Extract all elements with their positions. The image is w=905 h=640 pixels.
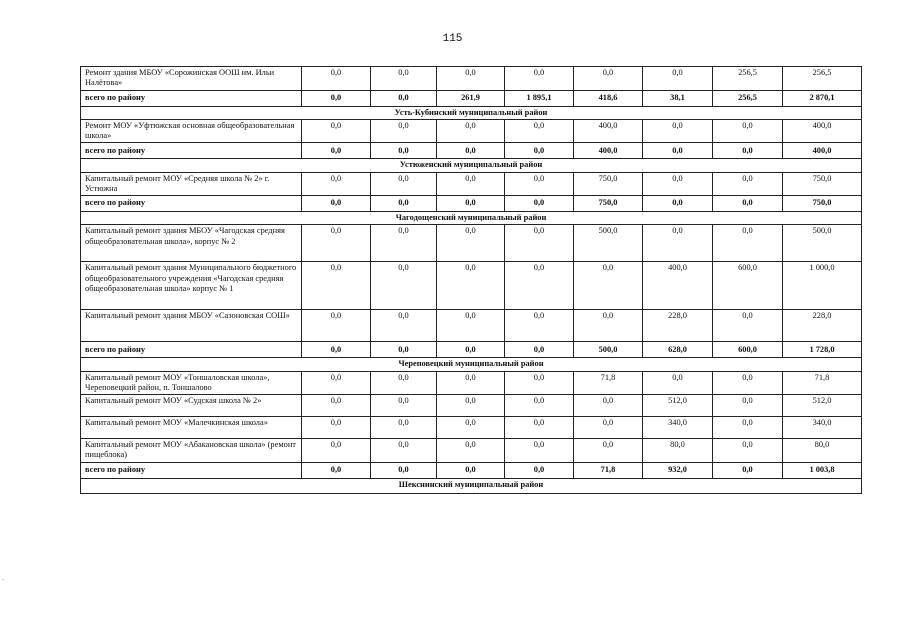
value-cell: 1 728,0 bbox=[783, 342, 862, 358]
project-name: Капитальный ремонт здания МБОУ «Сазоновская СОШ» bbox=[81, 310, 302, 342]
value-cell: 400,0 bbox=[643, 262, 713, 310]
value-cell: 0,0 bbox=[437, 395, 505, 417]
district-total-row bbox=[81, 143, 862, 159]
value-cell: 512,0 bbox=[643, 395, 713, 417]
value-cell: 38,1 bbox=[643, 90, 713, 106]
value-cell: 0,0 bbox=[713, 371, 783, 395]
value-cell: 0,0 bbox=[713, 196, 783, 212]
value-cell: 0,0 bbox=[437, 172, 505, 196]
value-cell: 0,0 bbox=[505, 67, 574, 91]
district-header-row bbox=[81, 478, 862, 493]
value-cell: 0,0 bbox=[505, 395, 574, 417]
project-name: Капитальный ремонт здания Муниципального бюджетного общеобразовательного учреждения «Чагодская средняя общеобразовательная школа» корпус № 1 bbox=[81, 262, 302, 310]
value-cell: 400,0 bbox=[783, 119, 862, 143]
value-cell: 0,0 bbox=[371, 417, 437, 439]
value-cell: 0,0 bbox=[371, 395, 437, 417]
value-cell: 261,9 bbox=[437, 90, 505, 106]
project-row bbox=[81, 67, 862, 91]
value-cell: 750,0 bbox=[783, 196, 862, 212]
value-cell: 0,0 bbox=[302, 417, 371, 439]
district-name: Устюженский муниципальный район bbox=[81, 159, 862, 172]
value-cell: 80,0 bbox=[783, 439, 862, 463]
value-cell: 500,0 bbox=[574, 342, 643, 358]
value-cell: 750,0 bbox=[574, 196, 643, 212]
project-name: Ремонт здания МБОУ «Сорожинская ООШ им. Ильи Налётова» bbox=[81, 67, 302, 91]
value-cell: 0,0 bbox=[302, 67, 371, 91]
value-cell: 0,0 bbox=[437, 196, 505, 212]
value-cell: 0,0 bbox=[371, 342, 437, 358]
value-cell: 0,0 bbox=[574, 439, 643, 463]
value-cell: 0,0 bbox=[505, 225, 574, 262]
value-cell: 512,0 bbox=[783, 395, 862, 417]
value-cell: 0,0 bbox=[437, 462, 505, 478]
value-cell: 2 870,1 bbox=[783, 90, 862, 106]
total-label: всего по району bbox=[81, 462, 302, 478]
value-cell: 340,0 bbox=[783, 417, 862, 439]
district-total-row bbox=[81, 196, 862, 212]
project-name: Капитальный ремонт МОУ «Средняя школа № 2» г. Устюжна bbox=[81, 172, 302, 196]
district-name: Череповецкий муниципальный район bbox=[81, 358, 862, 371]
project-row bbox=[81, 439, 862, 463]
value-cell: 0,0 bbox=[371, 262, 437, 310]
value-cell: 0,0 bbox=[713, 462, 783, 478]
table-body bbox=[81, 67, 862, 494]
budget-table bbox=[80, 66, 862, 494]
district-name: Чагодощенский муниципальный район bbox=[81, 212, 862, 225]
value-cell: 0,0 bbox=[437, 342, 505, 358]
value-cell: 256,5 bbox=[713, 90, 783, 106]
value-cell: 0,0 bbox=[505, 417, 574, 439]
value-cell: 0,0 bbox=[302, 143, 371, 159]
value-cell: 0,0 bbox=[437, 439, 505, 463]
value-cell: 228,0 bbox=[783, 310, 862, 342]
project-name: Ремонт МОУ «Уфтюжская основная общеобразовательная школа» bbox=[81, 119, 302, 143]
total-label: всего по району bbox=[81, 342, 302, 358]
value-cell: 932,0 bbox=[643, 462, 713, 478]
value-cell: 0,0 bbox=[505, 262, 574, 310]
value-cell: 0,0 bbox=[643, 143, 713, 159]
value-cell: 71,8 bbox=[783, 371, 862, 395]
value-cell: 0,0 bbox=[574, 310, 643, 342]
value-cell: 0,0 bbox=[505, 439, 574, 463]
value-cell: 0,0 bbox=[574, 417, 643, 439]
value-cell: 0,0 bbox=[371, 225, 437, 262]
total-label: всего по району bbox=[81, 90, 302, 106]
value-cell: 0,0 bbox=[713, 439, 783, 463]
value-cell: 0,0 bbox=[713, 310, 783, 342]
value-cell: 0,0 bbox=[437, 143, 505, 159]
value-cell: 0,0 bbox=[574, 67, 643, 91]
value-cell: 0,0 bbox=[713, 417, 783, 439]
value-cell: 0,0 bbox=[643, 225, 713, 262]
district-name: Усть-Кубинский муниципальный район bbox=[81, 106, 862, 119]
project-row bbox=[81, 119, 862, 143]
value-cell: 256,5 bbox=[783, 67, 862, 91]
project-name: Капитальный ремонт здания МБОУ «Чагодская средняя общеобразовательная школа», корпус № 2 bbox=[81, 225, 302, 262]
value-cell: 0,0 bbox=[505, 196, 574, 212]
value-cell: 340,0 bbox=[643, 417, 713, 439]
project-row bbox=[81, 262, 862, 310]
project-name: Капитальный ремонт МОУ «Тоншаловская школа», Череповецкий район, п. Тоншалово bbox=[81, 371, 302, 395]
value-cell: 0,0 bbox=[302, 371, 371, 395]
value-cell: 0,0 bbox=[371, 310, 437, 342]
value-cell: 0,0 bbox=[643, 371, 713, 395]
scan-mark: - bbox=[2, 577, 4, 583]
district-total-row bbox=[81, 462, 862, 478]
value-cell: 0,0 bbox=[302, 196, 371, 212]
value-cell: 0,0 bbox=[371, 196, 437, 212]
value-cell: 0,0 bbox=[302, 262, 371, 310]
page-number: 115 bbox=[442, 33, 463, 45]
value-cell: 400,0 bbox=[574, 143, 643, 159]
project-name: Капитальный ремонт МОУ «Абакановская школа» (ремонт пищеблока) bbox=[81, 439, 302, 463]
value-cell: 0,0 bbox=[371, 172, 437, 196]
value-cell: 0,0 bbox=[505, 172, 574, 196]
value-cell: 0,0 bbox=[505, 119, 574, 143]
district-header-row bbox=[81, 358, 862, 371]
value-cell: 0,0 bbox=[302, 439, 371, 463]
value-cell: 0,0 bbox=[371, 462, 437, 478]
total-label: всего по району bbox=[81, 143, 302, 159]
value-cell: 400,0 bbox=[574, 119, 643, 143]
project-row bbox=[81, 172, 862, 196]
value-cell: 1 895,1 bbox=[505, 90, 574, 106]
value-cell: 0,0 bbox=[643, 119, 713, 143]
district-name: Шекснинский муниципальный район bbox=[81, 478, 862, 493]
value-cell: 0,0 bbox=[302, 310, 371, 342]
value-cell: 0,0 bbox=[437, 225, 505, 262]
value-cell: 600,0 bbox=[713, 342, 783, 358]
value-cell: 750,0 bbox=[574, 172, 643, 196]
value-cell: 0,0 bbox=[302, 225, 371, 262]
project-row bbox=[81, 371, 862, 395]
value-cell: 0,0 bbox=[302, 462, 371, 478]
project-row bbox=[81, 225, 862, 262]
value-cell: 628,0 bbox=[643, 342, 713, 358]
value-cell: 71,8 bbox=[574, 462, 643, 478]
value-cell: 0,0 bbox=[574, 395, 643, 417]
value-cell: 0,0 bbox=[643, 172, 713, 196]
value-cell: 0,0 bbox=[437, 67, 505, 91]
value-cell: 256,5 bbox=[713, 67, 783, 91]
district-header-row bbox=[81, 159, 862, 172]
value-cell: 228,0 bbox=[643, 310, 713, 342]
value-cell: 0,0 bbox=[574, 262, 643, 310]
value-cell: 0,0 bbox=[371, 67, 437, 91]
value-cell: 0,0 bbox=[643, 196, 713, 212]
district-header-row bbox=[81, 106, 862, 119]
value-cell: 400,0 bbox=[783, 143, 862, 159]
value-cell: 0,0 bbox=[505, 342, 574, 358]
value-cell: 500,0 bbox=[574, 225, 643, 262]
value-cell: 0,0 bbox=[713, 225, 783, 262]
project-row bbox=[81, 395, 862, 417]
value-cell: 0,0 bbox=[713, 395, 783, 417]
value-cell: 0,0 bbox=[713, 172, 783, 196]
value-cell: 0,0 bbox=[505, 371, 574, 395]
value-cell: 1 000,0 bbox=[783, 262, 862, 310]
value-cell: 0,0 bbox=[505, 143, 574, 159]
value-cell: 0,0 bbox=[302, 395, 371, 417]
value-cell: 0,0 bbox=[437, 417, 505, 439]
value-cell: 500,0 bbox=[783, 225, 862, 262]
value-cell: 0,0 bbox=[302, 90, 371, 106]
value-cell: 418,6 bbox=[574, 90, 643, 106]
value-cell: 0,0 bbox=[505, 462, 574, 478]
value-cell: 0,0 bbox=[371, 119, 437, 143]
value-cell: 0,0 bbox=[713, 143, 783, 159]
value-cell: 0,0 bbox=[302, 172, 371, 196]
value-cell: 0,0 bbox=[437, 310, 505, 342]
project-name: Капитальный ремонт МОУ «Судская школа № 2» bbox=[81, 395, 302, 417]
value-cell: 0,0 bbox=[505, 310, 574, 342]
value-cell: 0,0 bbox=[302, 342, 371, 358]
value-cell: 0,0 bbox=[713, 119, 783, 143]
value-cell: 71,8 bbox=[574, 371, 643, 395]
value-cell: 0,0 bbox=[371, 90, 437, 106]
project-row bbox=[81, 310, 862, 342]
value-cell: 0,0 bbox=[643, 67, 713, 91]
value-cell: 600,0 bbox=[713, 262, 783, 310]
district-header-row bbox=[81, 212, 862, 225]
total-label: всего по району bbox=[81, 196, 302, 212]
value-cell: 0,0 bbox=[371, 371, 437, 395]
value-cell: 0,0 bbox=[371, 143, 437, 159]
value-cell: 0,0 bbox=[302, 119, 371, 143]
district-total-row bbox=[81, 342, 862, 358]
project-name: Капитальный ремонт МОУ «Малечкинская школа» bbox=[81, 417, 302, 439]
value-cell: 0,0 bbox=[437, 262, 505, 310]
value-cell: 0,0 bbox=[371, 439, 437, 463]
value-cell: 0,0 bbox=[437, 371, 505, 395]
value-cell: 0,0 bbox=[437, 119, 505, 143]
project-row bbox=[81, 417, 862, 439]
district-total-row bbox=[81, 90, 862, 106]
value-cell: 750,0 bbox=[783, 172, 862, 196]
value-cell: 1 003,8 bbox=[783, 462, 862, 478]
value-cell: 80,0 bbox=[643, 439, 713, 463]
